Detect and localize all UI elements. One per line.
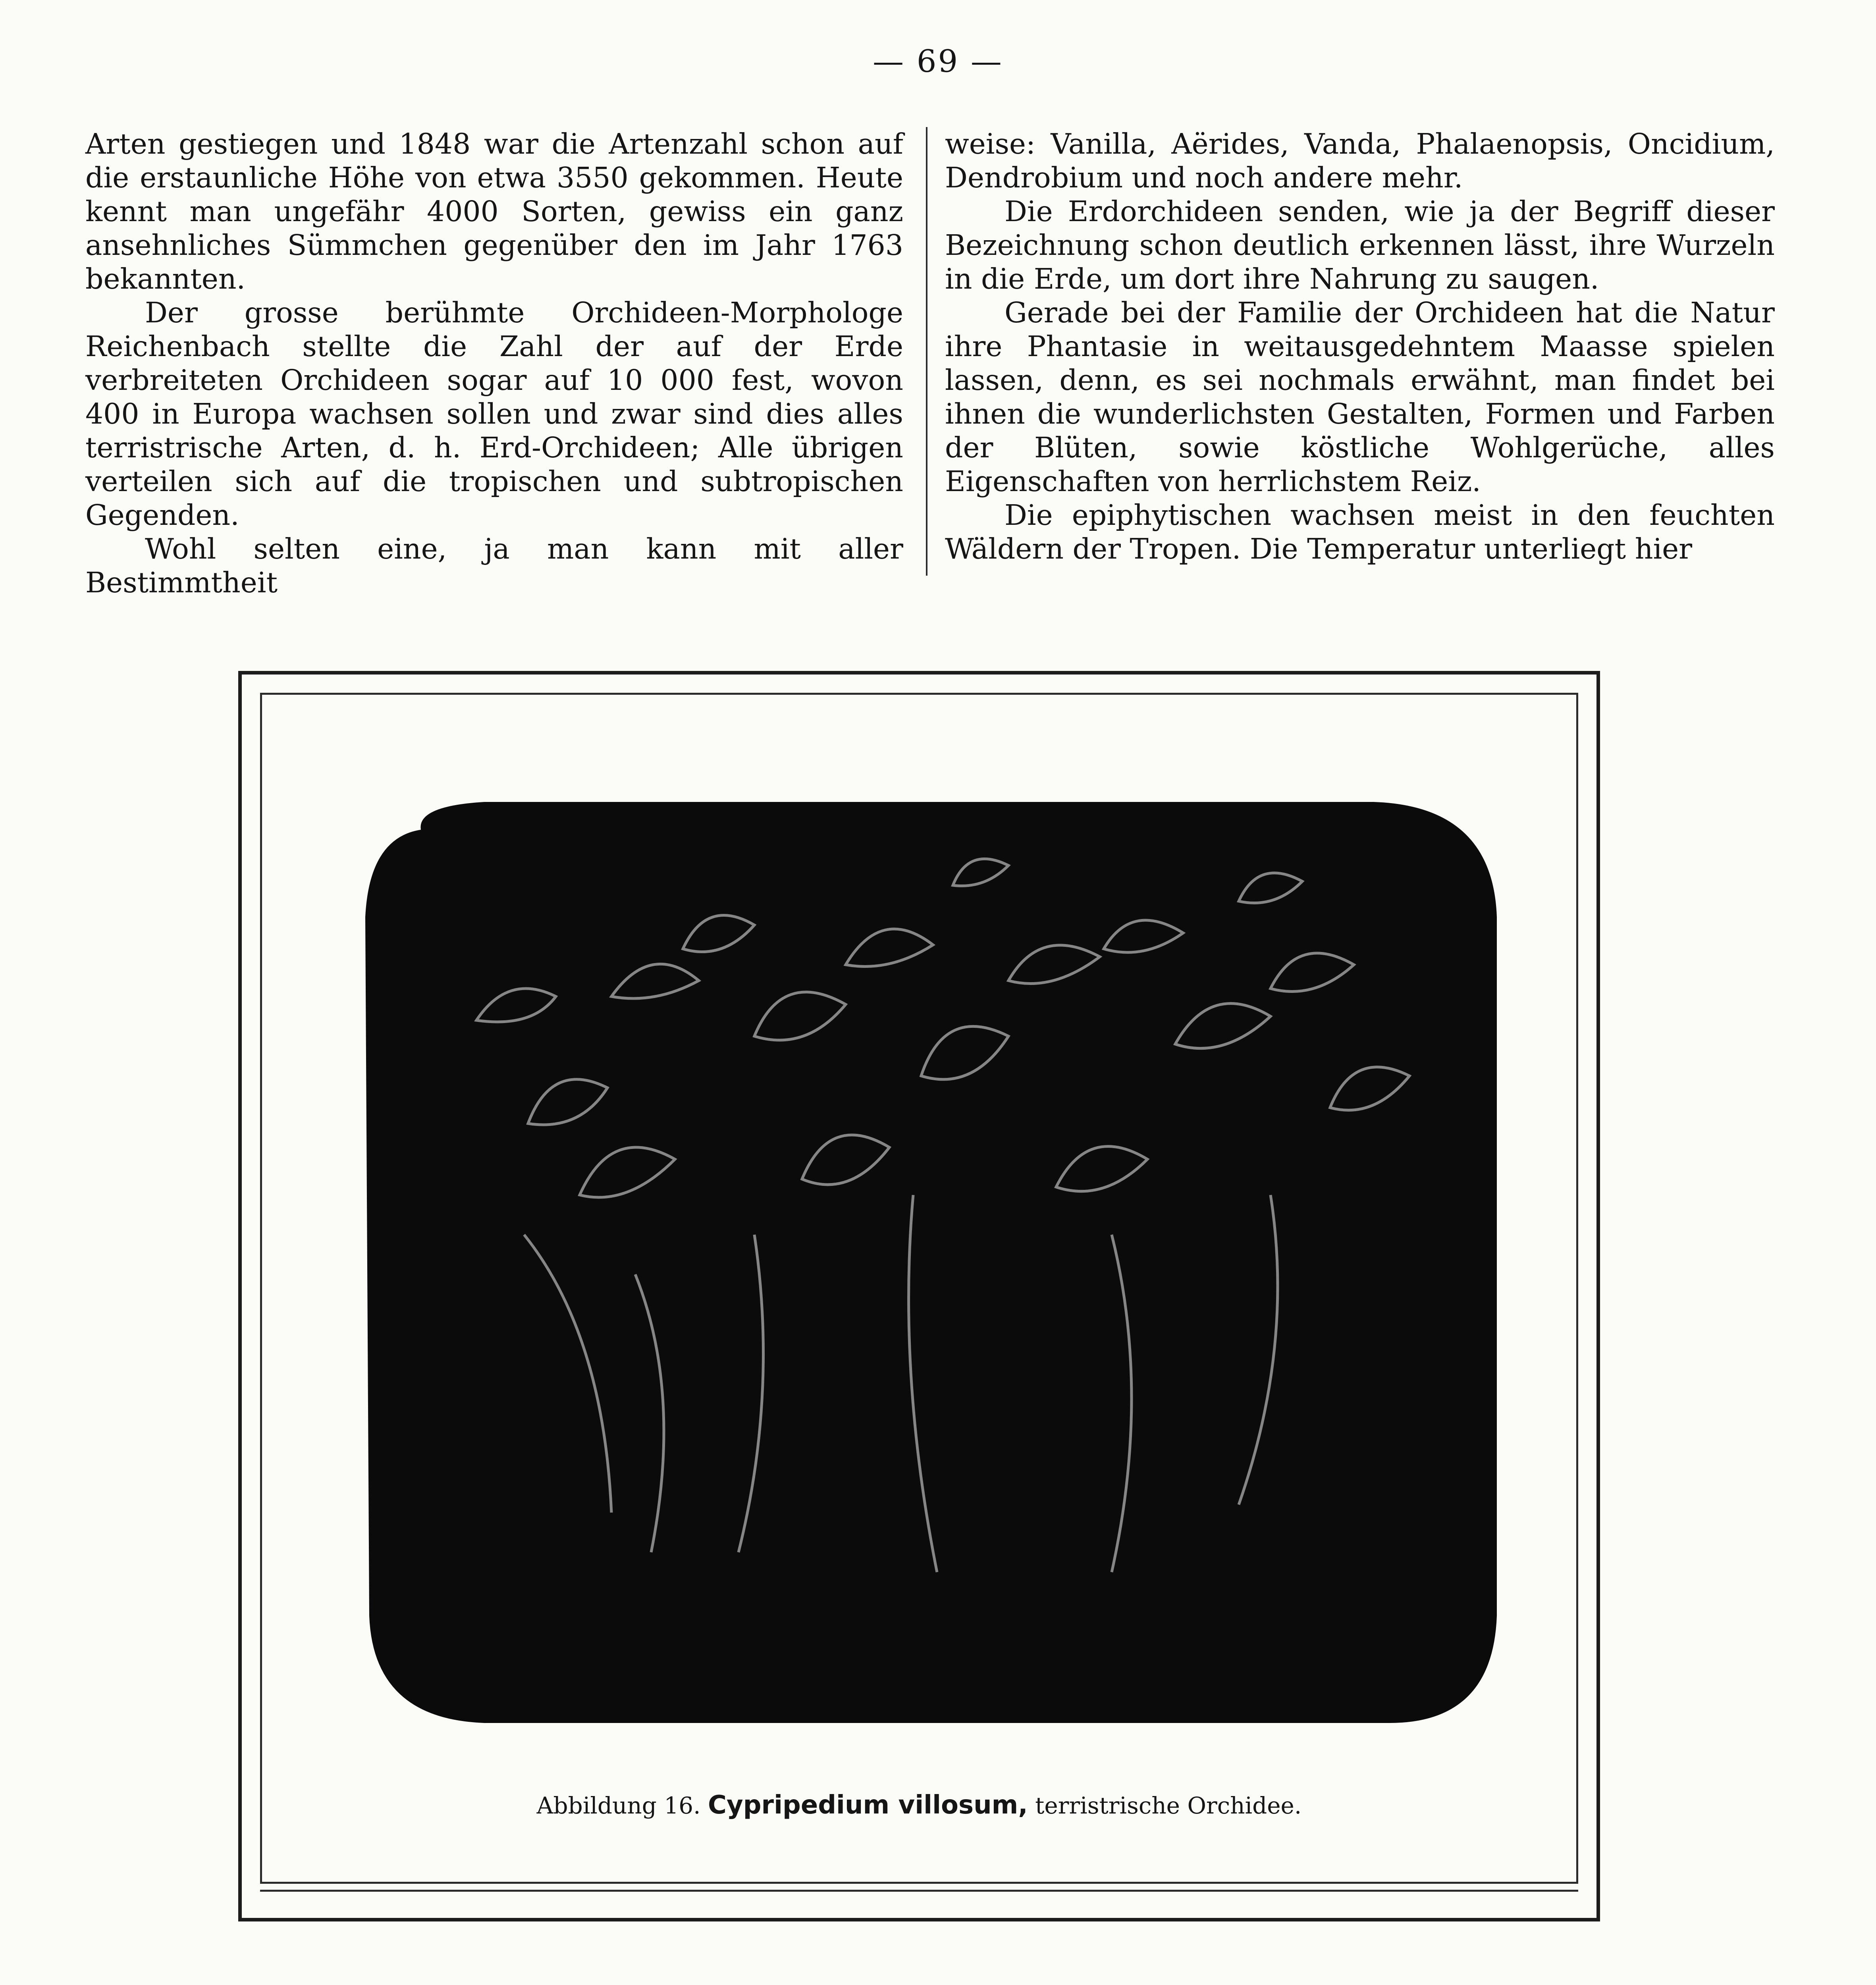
paragraph: Wohl selten eine, ja man kann mit aller Bestimmtheit (85, 532, 903, 599)
page-number: — 69 — (873, 44, 1003, 79)
paragraph: Gerade bei der Familie der Orchideen hat die Natur ihre Phantasie in weitausgedehntem Maasse spielen lassen, denn, es sei nochmals erwähnt, man findet bei ihnen die wunderlichsten Gestalten, Formen und Farben der Blüten, sowie köstliche Wohlgerüche, alles Eigenschaften von herrlichstem Reiz. (945, 296, 1775, 498)
paragraph: weise: Vanilla, Aërides, Vanda, Phalaenopsis, Oncidium, Dendrobium und noch andere mehr. (945, 127, 1775, 194)
paragraph: Die Erdorchideen senden, wie ja der Begriff dieser Bezeichnung schon deutlich erkennen lässt, ihre Wurzeln in die Erde, um dort ihre Nahrung zu saugen. (945, 195, 1775, 295)
orchid-engraving-image (357, 798, 1501, 1727)
paragraph: Der grosse berühmte Orchideen-Morphologe Reichenbach stellte die Zahl der auf der Erde verbreiteten Orchideen sogar auf 10 000 fest, wovon 400 in Europa wachsen sollen und zwar sind dies alles terristrische Arten, d. h. Erd-Orchideen; Alle übrigen verteilen sich auf die tropischen und subtropischen Gegenden. (85, 296, 903, 532)
column-top-left (85, 127, 903, 599)
caption-suffix: terristrische Orchidee. (1035, 1792, 1302, 1819)
figure-rule (260, 1890, 1578, 1892)
caption-title: Cypripedium villosum, (708, 1790, 1028, 1820)
column-top-right (945, 127, 1775, 566)
figure-caption (260, 1790, 1578, 1820)
column-divider (926, 127, 927, 576)
paragraph: Die epiphytischen wachsen meist in den feuchten Wäldern der Tropen. Die Temperatur unterliegt hier (945, 499, 1775, 565)
caption-prefix: Abbildung 16. (536, 1792, 701, 1819)
paragraph: Arten gestiegen und 1848 war die Artenzahl schon auf die erstaunliche Höhe von etwa 3550 gekommen. Heute kennt man ungefähr 4000 Sorten, gewiss ein ganz ansehnliches Sümmchen gegenüber den im Jahr 1763 bekannten. (85, 127, 903, 295)
